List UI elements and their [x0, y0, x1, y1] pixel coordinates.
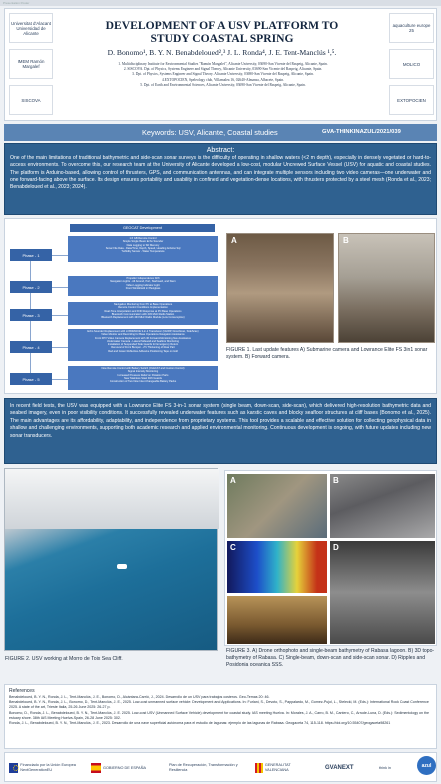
- gva-flag-icon: [255, 763, 263, 773]
- figure-3-panel: [224, 470, 437, 646]
- box-connector: [52, 255, 68, 256]
- prtr-logo: [169, 759, 247, 777]
- figure-1b-photo: [338, 233, 435, 343]
- figure-1a-photo: [226, 233, 334, 343]
- figure-3a-image: [227, 474, 327, 538]
- eu-funding-logo: [9, 759, 79, 777]
- figure-3b-label: B: [333, 476, 339, 485]
- reference-item: Benabdeloued, B. Y. N., Ronda, J. L., Tent-Manclús, J. E., Bonomo, D., Alcántara-Carrió, J., 2024. Desarrollo de un USV para trabajos costeros. Geo-Temas 20: 46.: [9, 695, 270, 699]
- aquaculture-logo: [389, 13, 434, 43]
- phase-connector: [30, 321, 31, 341]
- figure-3d-image: [330, 541, 435, 644]
- thinkin-logo: [379, 759, 413, 777]
- corner-tag: Presentation Poster: [3, 1, 30, 5]
- figure-2-caption: FIGURE 2. USV working at Morro de Toix Sea Cliff.: [5, 656, 123, 662]
- phase-3-box: Navigation Monitoring from PC at Base Operations Remote Control Conditions Implementation Real-Time Interpolation and Drift Response at PC Base Operations Bluetooth Communication with 433 MHz Radio Station Bluetooth Replacement with 433 MHz Radio Module (Low Consumption): [68, 302, 218, 325]
- gva-text: GENERALITAT VALENCIANA: [264, 763, 291, 772]
- funders-bar: [4, 752, 437, 782]
- box-connector: [52, 315, 68, 316]
- poster-title: [65, 19, 379, 45]
- figure-3c-image: [227, 541, 327, 593]
- affiliation-1: 1. Multidisciplinary Institute for Environmental Studies "Ramón Margalef", Alicante University, 03690-San Vicente del Raspeig, Alicante, Spain.: [118, 62, 328, 66]
- affiliation-3: 3. Dpt. of Physics, Systems Engineer and Signal Theory. Alicante University, 03690-San Vicente del Raspeig, Alicante, Spain.: [132, 72, 314, 77]
- gvanext-text: GVANEXT: [325, 764, 354, 771]
- affiliations: [75, 62, 371, 88]
- abstract-body: One of the main limitations of traditional bathymetric and side-scan sonar surveys is the difficulty of operating in shallow waters (<2 m depth), especially in densely vegetated or hard-to-access environments. To overcome this, our research team at the University of Alicante developed a low-cost, modular Uncrewed Surface Vessel (USV) for aquatic and coastal studies. The platform is Arduino-based, allowing control of thrusters, GPS, and communication antennas, and can integrate multiple sensors including two video cameras—one underwater and one forward-facing above the surface. Its design ensures portability and usability in confined and vegetation-dense locations, with thrusters protected by a steel mesh (Ronda et al., 2023; Benabdeloued et al., 2023; 2024).: [10, 155, 431, 191]
- eu-flag-icon: [9, 763, 18, 773]
- top-strip: [0, 0, 441, 6]
- gvanext-logo: [325, 759, 369, 777]
- flow-title: GEOCAT Development: [70, 224, 215, 232]
- title-line-1: DEVELOPMENT OF A USV PLATFORM TO: [105, 19, 339, 32]
- azul-logo: [417, 756, 436, 775]
- reference-item: Benabdeloued, B. Y. N., Ronda, J. L., Bonomo, D., Tent-Manclús, J. E., 2025. Low-cost unmanned surface vehicle: Development and Applications. In: Furlani, S., Devoto, S., Pappalardo, M., Gomez-Pujol, L., Stelecki, M. (Eds.): International Rock Coast Conference 2025. A state of the art, Trieste Italia, 25-26 June 2025: 26-27 p.: [9, 700, 429, 710]
- abstract-section: [4, 143, 437, 215]
- extopocien-logo-text: EXTOPOCIEN: [397, 97, 426, 103]
- phase-5: Phase - 5: [10, 373, 52, 385]
- siscova-logo: [9, 85, 53, 115]
- figure-3c-sonar-image: [227, 596, 327, 644]
- molico-logo: [389, 49, 434, 79]
- reference-item: Bonomo, D., Ronda, J. L., Benabdeloued, B. Y. N., Tent-Manclús, J. E. 2025. Low-cost USV (Unmanned Surface Vehicle) development for coastal study. IAS meeting Huelva. In: Morales, J. A., Carro, B. M., Cantero, C., Arrude-Luna, D. (Eds.): Sedimentology on the estuary shore. 38th IAS Meeting Huelva-Spain, 26-28 June 2025: 302.: [9, 710, 430, 720]
- imem-logo: [9, 49, 53, 79]
- figure-3b-image: [330, 474, 435, 538]
- figure-2-photo: [4, 468, 218, 651]
- references-heading: References: [9, 688, 35, 694]
- usv-boat: [117, 564, 127, 569]
- reference-item: Ronda, J. L., Benabdeloued, B. Y. N., Tent-Manclús, J. E., 2023. Desarrollo de una nave superficial autónoma para el estudio de lagunas: ejemplo de las lagunas de Rabasa. Geogaceta 74, 115-118. https://doi.org/10.55407/geogaceta98261: [9, 721, 391, 726]
- phase-4: Phase - 4: [10, 341, 52, 353]
- phase-2-box: Propeller Independence Drift Navigation Lights - All Around, Port, Starboard, and Stern Video Logging Indicator Light Front Windshield in Plexiglass: [68, 276, 218, 296]
- aquaculture-logo-text: aquaculture europe 25: [392, 23, 431, 33]
- figure-1a-label: A: [231, 236, 237, 245]
- phase-5-box: New Remote Control with Battery Switch (OLECAT and Custom Control) Signal Intensity Monitoring Increased Pressure Relief on Flotation Parts New Stainless Steel Drift Guards Construction of Two New Inter-Changeable Battery Packs: [68, 366, 218, 390]
- phase-2: Phase - 2: [10, 281, 52, 293]
- molico-logo-text: MOLICO: [402, 61, 421, 67]
- phase-connector: [30, 261, 31, 281]
- phase-1: Phase - 1: [10, 249, 52, 261]
- figure-3c-label: C: [230, 543, 236, 552]
- thinkin-text: think in: [379, 765, 392, 770]
- phase-1-box: 1.6 GB Remote Control Simple Single Beam Echo Sounder Data Logging to SD Memory Sonar File Data - Date/Time, Depth, Speed, Heading Arduino Sql Turbidity Sensor - Water Temperature: [68, 236, 218, 262]
- gobierno-logo: [91, 759, 155, 777]
- references-section: [4, 684, 437, 749]
- phase-connector: [30, 353, 31, 373]
- figure-1b-label: B: [343, 236, 349, 245]
- gva-logo: [255, 759, 315, 777]
- authors: D. Bonomo¹, B. Y. N. Benabdeloued²,³ J. L. Ronda⁴, J. E. Tent-Manclús ¹,⁵.: [107, 48, 337, 57]
- ua-logo: [9, 13, 53, 43]
- project-code: GVA-THINKINAZUL/2021/039: [322, 129, 401, 135]
- ua-logo-text: Universitat d'Alacant Universidad de Alicante: [11, 20, 51, 36]
- figure-3-caption: FIGURE 3. A) Drone orthophoto and single-beam bathymetry of Rabasa lagoon. B) 3D topo-bathymetry of Rabasa. C) Single-beam, down-scan and side-scan sonar. D) Ripples and Posidonia oceanica SSS.: [226, 648, 435, 668]
- azul-text: azul: [421, 762, 432, 769]
- sea-cliff: [5, 469, 219, 529]
- siscova-logo-text: SISCOVA: [21, 97, 41, 103]
- phase-3: Phase - 3: [10, 309, 52, 321]
- poster-header: [4, 8, 437, 121]
- keywords-bar: [4, 124, 437, 141]
- abstract-heading: Abstract:: [206, 147, 235, 154]
- results-body: In recent field tests, the USV was equipped with a Lowrance Elite FS 3-in-1 sonar system (single beam, down-scan, side-scan), which delivered high-resolution bathymetric data and seabed imagery, even in poor visibility conditions. It successfully revealed underwater features such as karstic caves and blocky seafloor structures at cliff bases (Bonomo et al., 2025). The main advantages are its affordability, adaptability, and independence from proprietary systems. This tool provides a scalable and effective solution for collecting geophysical data in shallow and challenging environments, supporting both academic research and applied environmental monitoring. Continuous development is ongoing, with future updates including new sonar transducers.: [10, 403, 431, 439]
- box-connector: [52, 379, 68, 380]
- phase-connector: [30, 293, 31, 309]
- affiliation-5: 5. Dpt. of Earth and Environmental Sciences, Alicante University, 03690-San Vicente del Raspeig, Alicante, Spain.: [140, 82, 306, 87]
- imem-logo-text: IMEM Ramón Margalef: [17, 59, 45, 69]
- keywords-text: Keywords: USV, Alicante, Coastal studies: [142, 128, 278, 137]
- box-connector: [52, 347, 68, 348]
- spain-crest-icon: [91, 763, 101, 773]
- prtr-text: Plan de Recuperación, Transformación y Resiliencia: [169, 763, 238, 772]
- box-connector: [52, 287, 68, 288]
- figure-3d-label: D: [333, 543, 339, 552]
- eu-funding-text: Financiado por la Unión Europea NextGenerationEU: [20, 763, 76, 772]
- title-line-2: STUDY COASTAL SPRING: [150, 32, 294, 45]
- figure-1-caption: FIGURE 1. Last update features A) Submarine camera and Lowrance Elite FS 3in1 sonar system. B) Forward camera.: [226, 347, 428, 360]
- figure-3a-label: A: [230, 476, 236, 485]
- gobierno-text: GOBIERNO DE ESPAÑA: [103, 765, 146, 770]
- development-section: [4, 218, 437, 394]
- extopocien-logo: [389, 85, 434, 115]
- affiliation-4: 4.EXTOPOCIEN, Speleology club, Villamalea 16, 02640-Almansa, Albacete, Spain.: [161, 77, 285, 82]
- phase-4-box: Echo Sounder Replacement with LOWRANCE 3-in-1 Transducer (CHIRP, DownScan, SideScan) Video Monitor and Recording for Base Operations Navigation Assistance Front FPV Video Camera Replacement with 4K Forward-Monitoring Nav Assistance Underwater Camera - Lateral Sidewall and Seafloor Monitoring Installation of Suspended Side Guards for Emergency Return Removal of Front Bumper - 2½ Thickening of Rear Part Red and Green Reflective Adhesive Positioning Tape on Hull: [68, 329, 218, 361]
- affiliation-2: 2. SISCOVA. Dpt. of Physics, Systems Engineer and Signal Theory, Alicante University, 03690-San Vicente del Raspeig, Alicante, Spain.: [123, 67, 323, 72]
- results-section: [4, 398, 437, 464]
- development-flowchart: [8, 223, 220, 393]
